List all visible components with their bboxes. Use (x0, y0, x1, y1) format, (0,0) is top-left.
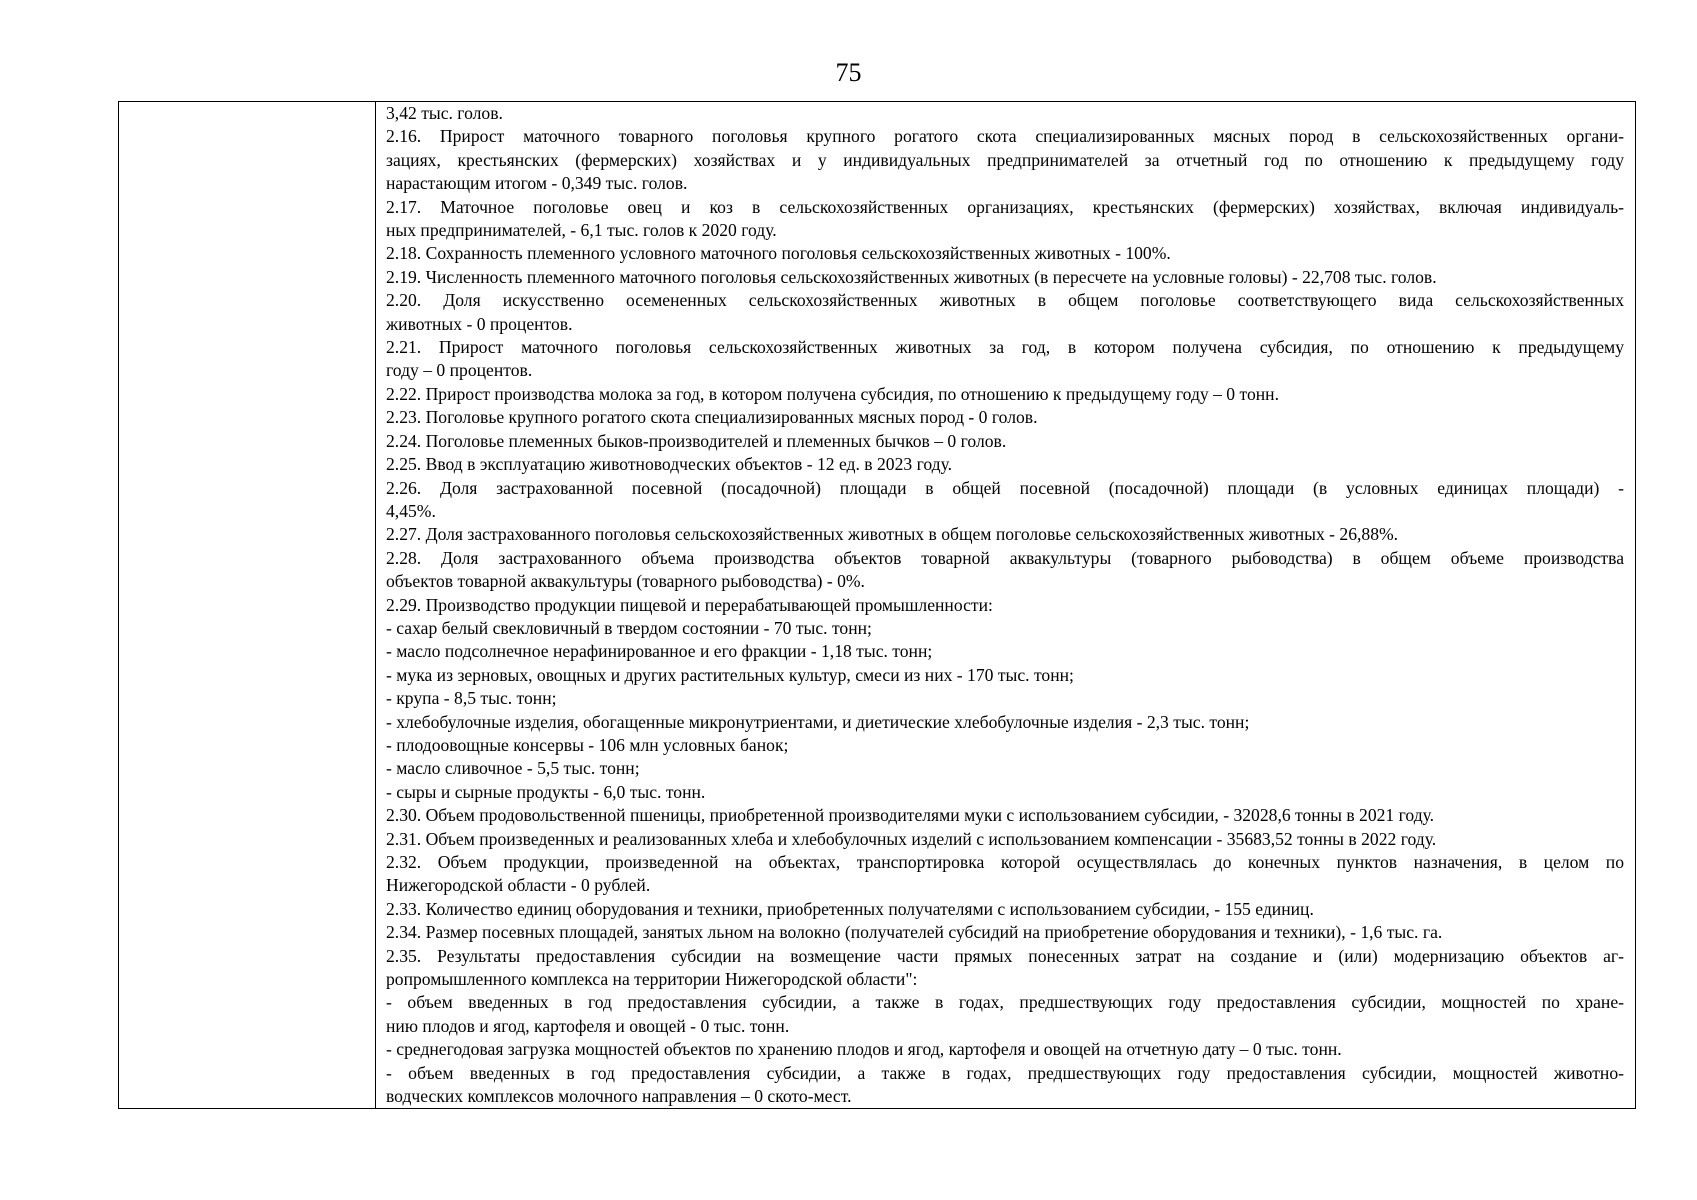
text-line: 3,42 тыс. голов. (386, 103, 503, 123)
text-line: году – 0 процентов. (386, 360, 533, 381)
text-line: 2.27. Доля застрахованного поголовья сельскохозяйственных животных в общем поголовье сельскохозяйственных животных - 26,88%. (386, 524, 1399, 545)
text-line: 2.19. Численность племенного маточного поголовья сельскохозяйственных животных (в пересчете на условные головы) - 22,708 тыс. голов. (386, 266, 1437, 287)
text-line: 4,45%. (386, 500, 436, 521)
text-line: животных - 0 процентов. (386, 313, 573, 334)
document-table (118, 101, 1636, 1109)
page-number: 75 (835, 58, 862, 87)
text-line: 2.30. Объем продовольственной пшеницы, приобретенной производителями муки с использованием субсидии, - 32028,6 тонны в 2021 году. (386, 805, 1435, 826)
text-line: - объем введенных в год предоставления субсидии, а также в годах, предшествующих году предоставления субсидии, мощностей животно- (386, 1062, 1624, 1083)
text-line: - плодоовощные консервы - 106 млн условных банок; (386, 734, 789, 755)
text-line: объектов товарной аквакультуры (товарного рыбоводства) - 0%. (386, 571, 865, 592)
text-line: - масло сливочное - 5,5 тыс. тонн; (386, 758, 640, 779)
text-line: ных предпринимателей, - 6,1 тыс. голов к 2020 году. (386, 220, 777, 241)
text-line: 2.32. Объем продукции, произведенной на объектах, транспортировка которой осуществлялась до конечных пунктов назначения, в целом по (386, 852, 1624, 872)
text-line: 2.16. Прирост маточного товарного поголовья крупного рогатого скота специализированных мясных пород в сельскохозяйственных органи- (386, 126, 1624, 147)
table-row (119, 102, 1636, 1109)
text-line: - сыры и сырные продукты - 6,0 тыс. тонн. (386, 781, 706, 802)
text-line: - объем введенных в год предоставления субсидии, а также в годах, предшествующих году предоставления субсидии, мощностей по хране- (386, 992, 1624, 1013)
left-empty-cell (119, 102, 376, 1109)
text-line: - крупа - 8,5 тыс. тонн; (386, 688, 557, 709)
text-line: 2.34. Размер посевных площадей, занятых льном на волокно (получателей субсидий на приобретение оборудования и техники), - 1,6 тыс. га. (386, 922, 1443, 943)
text-line: 2.21. Прирост маточного поголовья сельскохозяйственных животных за год, в котором получена субсидия, по отношению к предыдущему (386, 337, 1624, 358)
content-cell (376, 102, 1636, 1109)
text-line: 2.26. Доля застрахованной посевной (посадочной) площади в общей посевной (посадочной) площади (в условных единицах площади) - (386, 477, 1624, 498)
text-line: 2.24. Поголовье племенных быков-производителей и племенных бычков – 0 голов. (386, 430, 1007, 451)
text-line: 2.17. Маточное поголовье овец и коз в сельскохозяйственных организациях, крестьянских (фермерских) хозяйствах, включая индивидуаль- (386, 196, 1624, 217)
text-line: 2.23. Поголовье крупного рогатого скота специализированных мясных пород - 0 голов. (386, 407, 1038, 428)
text-line: 2.22. Прирост производства молока за год, в котором получена субсидия, по отношению к предыдущему году – 0 тонн. (386, 383, 1279, 404)
text-line: Нижегородской области - 0 рублей. (386, 875, 651, 896)
text-line: 2.18. Сохранность племенного условного маточного поголовья сельскохозяйственных животных - 100%. (386, 243, 1171, 264)
text-line: - масло подсолнечное нерафинированное и его фракции - 1,18 тыс. тонн; (386, 641, 933, 662)
text-line: - хлебобулочные изделия, обогащенные микронутриентами, и диетические хлебобулочные изделия - 2,3 тыс. тонн; (386, 711, 1250, 732)
text-line: 2.25. Ввод в эксплуатацию животноводческих объектов - 12 ед. в 2023 году. (386, 454, 953, 475)
text-line: - мука из зерновых, овощных и других растительных культур, смеси из них - 170 тыс. тонн; (386, 664, 1074, 685)
text-line: 2.35. Результаты предоставления субсидии на возмещение части прямых понесенных затрат на создание и (или) модернизацию объектов аг- (386, 945, 1624, 966)
text-line: нарастающим итогом - 0,349 тыс. голов. (386, 173, 688, 194)
text-line: 2.20. Доля искусственно осемененных сельскохозяйственных животных в общем поголовье соответствующего вида сельскохозяйственных (386, 290, 1624, 311)
text-line: 2.31. Объем произведенных и реализованных хлеба и хлебобулочных изделий с использованием компенсации - 35683,52 тонны в 2022 году. (386, 828, 1437, 849)
text-line: - среднегодовая загрузка мощностей объектов по хранению плодов и ягод, картофеля и овощей на отчетную дату – 0 тыс. тонн. (386, 1039, 1342, 1060)
text-line: зациях, крестьянских (фермерских) хозяйствах и у индивидуальных предпринимателей за отчетный год по отношению к предыдущему году (386, 149, 1624, 170)
text-line: ропромышленного комплекса на территории Нижегородской области": (386, 969, 918, 990)
text-line: 2.33. Количество единиц оборудования и техники, приобретенных получателями с использованием субсидии, - 155 единиц. (386, 898, 1314, 919)
text-line: нию плодов и ягод, картофеля и овощей - 0 тыс. тонн. (386, 1015, 790, 1036)
text-line: водческих комплексов молочного направления – 0 ското-мест. (386, 1086, 852, 1107)
text-line: 2.28. Доля застрахованного объема производства объектов товарной аквакультуры (товарного рыбоводства) в общем объеме производства (386, 547, 1624, 568)
text-line: - сахар белый свекловичный в твердом состоянии - 70 тыс. тонн; (386, 617, 872, 638)
text-line: 2.29. Производство продукции пищевой и перерабатывающей промышленности: (386, 594, 993, 615)
